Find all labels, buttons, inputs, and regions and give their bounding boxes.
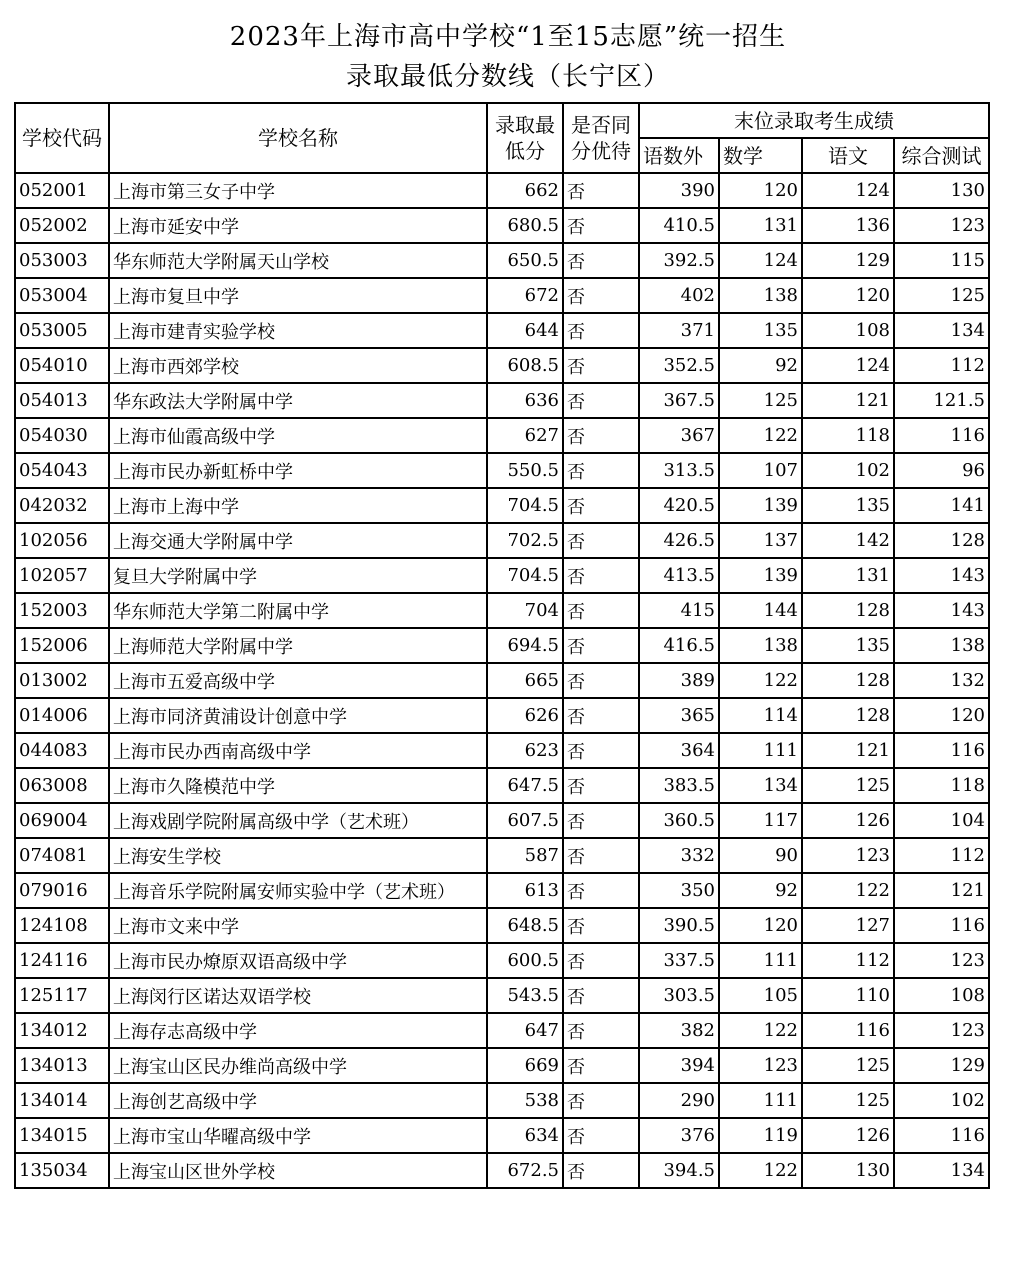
math-score-cell: 144 [719,593,802,628]
table-row [15,733,989,768]
math-score-cell: 125 [719,383,802,418]
header-tie-line1: 是否同 [571,113,631,137]
school-code-cell: 054013 [15,383,109,418]
table-row [15,523,989,558]
school-name-cell: 上海市复旦中学 [109,278,487,313]
min-score-cell: 608.5 [487,348,563,383]
header-school-code: 学校代码 [15,103,109,173]
chinese-score-cell: 135 [802,628,894,663]
min-score-cell: 543.5 [487,978,563,1013]
header-chinese: 语文 [802,138,894,173]
excl-chinese-score-cell: 383.5 [639,768,719,803]
math-score-cell: 124 [719,243,802,278]
school-code-cell: 134013 [15,1048,109,1083]
school-name-cell: 上海市久隆模范中学 [109,768,487,803]
school-code-cell: 124116 [15,943,109,978]
math-score-cell: 90 [719,838,802,873]
min-score-cell: 587 [487,838,563,873]
table-body [15,173,989,1188]
chinese-score-cell: 126 [802,803,894,838]
min-score-cell: 626 [487,698,563,733]
school-name-cell: 上海市民办西南高级中学 [109,733,487,768]
school-name-cell: 上海戏剧学院附属高级中学（艺术班） [109,803,487,838]
math-score-cell: 138 [719,278,802,313]
tie-priority-cell: 否 [563,698,639,733]
table-row [15,943,989,978]
table-row [15,418,989,453]
school-name-cell: 上海市建青实验学校 [109,313,487,348]
min-score-cell: 702.5 [487,523,563,558]
comprehensive-score-cell: 118 [894,768,989,803]
min-score-cell: 694.5 [487,628,563,663]
tie-priority-cell: 否 [563,173,639,208]
table-row [15,313,989,348]
school-code-cell: 054010 [15,348,109,383]
excl-chinese-score-cell: 367 [639,418,719,453]
comprehensive-score-cell: 125 [894,278,989,313]
comprehensive-score-cell: 132 [894,663,989,698]
excl-chinese-score-cell: 364 [639,733,719,768]
excl-chinese-score-cell: 350 [639,873,719,908]
comprehensive-score-cell: 138 [894,628,989,663]
table-row [15,663,989,698]
chinese-score-cell: 121 [802,733,894,768]
chinese-score-cell: 129 [802,243,894,278]
math-score-cell: 122 [719,1153,802,1188]
min-score-cell: 627 [487,418,563,453]
math-score-cell: 138 [719,628,802,663]
math-score-cell: 123 [719,1048,802,1083]
table-row [15,838,989,873]
excl-chinese-score-cell: 394.5 [639,1153,719,1188]
min-score-cell: 672 [487,278,563,313]
comprehensive-score-cell: 116 [894,908,989,943]
score-table [14,102,990,1189]
school-code-cell: 102056 [15,523,109,558]
school-name-cell: 上海存志高级中学 [109,1013,487,1048]
math-score-cell: 120 [719,908,802,943]
chinese-score-cell: 118 [802,418,894,453]
min-score-cell: 644 [487,313,563,348]
comprehensive-score-cell: 134 [894,313,989,348]
school-code-cell: 044083 [15,733,109,768]
math-score-cell: 111 [719,733,802,768]
min-score-cell: 636 [487,383,563,418]
excl-chinese-score-cell: 426.5 [639,523,719,558]
comprehensive-score-cell: 120 [894,698,989,733]
comprehensive-score-cell: 108 [894,978,989,1013]
school-name-cell: 华东师范大学附属天山学校 [109,243,487,278]
comprehensive-score-cell: 143 [894,558,989,593]
min-score-cell: 648.5 [487,908,563,943]
school-name-cell: 上海市仙霞高级中学 [109,418,487,453]
excl-chinese-score-cell: 413.5 [639,558,719,593]
tie-priority-cell: 否 [563,558,639,593]
tie-priority-cell: 否 [563,768,639,803]
tie-priority-cell: 否 [563,1013,639,1048]
school-code-cell: 053005 [15,313,109,348]
chinese-score-cell: 120 [802,278,894,313]
header-min-score-line2: 低分 [505,139,545,163]
school-code-cell: 013002 [15,663,109,698]
math-score-cell: 139 [719,558,802,593]
min-score-cell: 634 [487,1118,563,1153]
table-row [15,803,989,838]
tie-priority-cell: 否 [563,733,639,768]
min-score-cell: 704.5 [487,488,563,523]
document-title-line2: 录取最低分数线（长宁区） [345,62,670,92]
math-score-cell: 92 [719,348,802,383]
header-tie-line2: 分优待 [571,139,631,163]
comprehensive-score-cell: 116 [894,418,989,453]
school-name-cell: 上海创艺高级中学 [109,1083,487,1118]
school-name-cell: 上海音乐学院附属安师实验中学（艺术班） [109,873,487,908]
tie-priority-cell: 否 [563,278,639,313]
table-row [15,1083,989,1118]
math-score-cell: 114 [719,698,802,733]
excl-chinese-score-cell: 360.5 [639,803,719,838]
table-row [15,593,989,628]
excl-chinese-score-cell: 313.5 [639,453,719,488]
excl-chinese-score-cell: 420.5 [639,488,719,523]
math-score-cell: 107 [719,453,802,488]
table-row [15,1118,989,1153]
table-row [15,208,989,243]
header-school-name: 学校名称 [109,103,487,173]
min-score-cell: 672.5 [487,1153,563,1188]
table-row [15,908,989,943]
min-score-cell: 623 [487,733,563,768]
table-row [15,768,989,803]
chinese-score-cell: 128 [802,663,894,698]
comprehensive-score-cell: 96 [894,453,989,488]
tie-priority-cell: 否 [563,1083,639,1118]
school-name-cell: 上海安生学校 [109,838,487,873]
excl-chinese-score-cell: 382 [639,1013,719,1048]
min-score-cell: 669 [487,1048,563,1083]
tie-priority-cell: 否 [563,838,639,873]
tie-priority-cell: 否 [563,453,639,488]
header-min-score [487,103,563,173]
excl-chinese-score-cell: 389 [639,663,719,698]
chinese-score-cell: 125 [802,768,894,803]
school-name-cell: 上海市宝山华曜高级中学 [109,1118,487,1153]
school-code-cell: 054043 [15,453,109,488]
min-score-cell: 665 [487,663,563,698]
math-score-cell: 122 [719,418,802,453]
school-name-cell: 上海市民办新虹桥中学 [109,453,487,488]
chinese-score-cell: 110 [802,978,894,1013]
school-name-cell: 上海市上海中学 [109,488,487,523]
table-row [15,1048,989,1083]
chinese-score-cell: 136 [802,208,894,243]
chinese-score-cell: 124 [802,348,894,383]
min-score-cell: 647.5 [487,768,563,803]
header-last-admitted-group: 末位录取考生成绩 [639,103,989,138]
tie-priority-cell: 否 [563,908,639,943]
min-score-cell: 680.5 [487,208,563,243]
min-score-cell: 704 [487,593,563,628]
school-name-cell: 华东师范大学第二附属中学 [109,593,487,628]
excl-chinese-score-cell: 352.5 [639,348,719,383]
math-score-cell: 135 [719,313,802,348]
comprehensive-score-cell: 143 [894,593,989,628]
table-row [15,978,989,1013]
header-excl-chinese: 语数外 [639,138,719,173]
school-code-cell: 124108 [15,908,109,943]
chinese-score-cell: 108 [802,313,894,348]
excl-chinese-score-cell: 337.5 [639,943,719,978]
comprehensive-score-cell: 115 [894,243,989,278]
school-code-cell: 134014 [15,1083,109,1118]
school-code-cell: 152003 [15,593,109,628]
document-title-line1: 2023年上海市高中学校“1至15志愿”统一招生 [229,22,787,52]
tie-priority-cell: 否 [563,313,639,348]
tie-priority-cell: 否 [563,1118,639,1153]
comprehensive-score-cell: 121 [894,873,989,908]
chinese-score-cell: 102 [802,453,894,488]
school-code-cell: 135034 [15,1153,109,1188]
chinese-score-cell: 135 [802,488,894,523]
table-row [15,453,989,488]
header-math: 数学 [719,138,802,173]
tie-priority-cell: 否 [563,943,639,978]
school-name-cell: 上海市文来中学 [109,908,487,943]
tie-priority-cell: 否 [563,803,639,838]
tie-priority-cell: 否 [563,208,639,243]
school-code-cell: 014006 [15,698,109,733]
excl-chinese-score-cell: 402 [639,278,719,313]
school-code-cell: 069004 [15,803,109,838]
min-score-cell: 647 [487,1013,563,1048]
tie-priority-cell: 否 [563,348,639,383]
chinese-score-cell: 130 [802,1153,894,1188]
school-code-cell: 042032 [15,488,109,523]
math-score-cell: 111 [719,943,802,978]
math-score-cell: 111 [719,1083,802,1118]
table-row [15,1013,989,1048]
tie-priority-cell: 否 [563,593,639,628]
excl-chinese-score-cell: 390 [639,173,719,208]
tie-priority-cell: 否 [563,663,639,698]
excl-chinese-score-cell: 390.5 [639,908,719,943]
excl-chinese-score-cell: 367.5 [639,383,719,418]
chinese-score-cell: 112 [802,943,894,978]
school-name-cell: 上海交通大学附属中学 [109,523,487,558]
tie-priority-cell: 否 [563,383,639,418]
school-name-cell: 上海宝山区民办维尚高级中学 [109,1048,487,1083]
tie-priority-cell: 否 [563,243,639,278]
min-score-cell: 650.5 [487,243,563,278]
school-code-cell: 134012 [15,1013,109,1048]
school-code-cell: 079016 [15,873,109,908]
table-row [15,173,989,208]
tie-priority-cell: 否 [563,628,639,663]
tie-priority-cell: 否 [563,978,639,1013]
math-score-cell: 134 [719,768,802,803]
school-code-cell: 052002 [15,208,109,243]
math-score-cell: 120 [719,173,802,208]
school-code-cell: 134015 [15,1118,109,1153]
comprehensive-score-cell: 128 [894,523,989,558]
school-code-cell: 053004 [15,278,109,313]
table-row [15,698,989,733]
chinese-score-cell: 128 [802,698,894,733]
excl-chinese-score-cell: 365 [639,698,719,733]
chinese-score-cell: 131 [802,558,894,593]
excl-chinese-score-cell: 303.5 [639,978,719,1013]
tie-priority-cell: 否 [563,1048,639,1083]
comprehensive-score-cell: 141 [894,488,989,523]
school-code-cell: 102057 [15,558,109,593]
school-name-cell: 上海市五爱高级中学 [109,663,487,698]
comprehensive-score-cell: 121.5 [894,383,989,418]
school-name-cell: 上海市西郊学校 [109,348,487,383]
chinese-score-cell: 122 [802,873,894,908]
comprehensive-score-cell: 123 [894,1013,989,1048]
excl-chinese-score-cell: 376 [639,1118,719,1153]
school-name-cell: 上海师范大学附属中学 [109,628,487,663]
excl-chinese-score-cell: 394 [639,1048,719,1083]
table-row [15,383,989,418]
school-name-cell: 上海市民办燎原双语高级中学 [109,943,487,978]
math-score-cell: 137 [719,523,802,558]
chinese-score-cell: 127 [802,908,894,943]
chinese-score-cell: 128 [802,593,894,628]
chinese-score-cell: 123 [802,838,894,873]
header-comprehensive: 综合测试 [894,138,989,173]
comprehensive-score-cell: 129 [894,1048,989,1083]
excl-chinese-score-cell: 371 [639,313,719,348]
table-row [15,488,989,523]
tie-priority-cell: 否 [563,418,639,453]
min-score-cell: 607.5 [487,803,563,838]
table-row [15,873,989,908]
math-score-cell: 131 [719,208,802,243]
school-code-cell: 053003 [15,243,109,278]
chinese-score-cell: 116 [802,1013,894,1048]
table-row [15,558,989,593]
school-code-cell: 054030 [15,418,109,453]
comprehensive-score-cell: 116 [894,733,989,768]
chinese-score-cell: 126 [802,1118,894,1153]
comprehensive-score-cell: 134 [894,1153,989,1188]
comprehensive-score-cell: 116 [894,1118,989,1153]
math-score-cell: 105 [719,978,802,1013]
min-score-cell: 704.5 [487,558,563,593]
school-name-cell: 复旦大学附属中学 [109,558,487,593]
table-row [15,348,989,383]
chinese-score-cell: 125 [802,1083,894,1118]
header-min-score-line1: 录取最 [495,113,555,137]
school-name-cell: 上海市第三女子中学 [109,173,487,208]
chinese-score-cell: 121 [802,383,894,418]
tie-priority-cell: 否 [563,1153,639,1188]
table-row [15,628,989,663]
school-code-cell: 074081 [15,838,109,873]
math-score-cell: 92 [719,873,802,908]
school-name-cell: 上海市同济黄浦设计创意中学 [109,698,487,733]
school-code-cell: 152006 [15,628,109,663]
tie-priority-cell: 否 [563,488,639,523]
comprehensive-score-cell: 123 [894,208,989,243]
excl-chinese-score-cell: 415 [639,593,719,628]
min-score-cell: 600.5 [487,943,563,978]
math-score-cell: 117 [719,803,802,838]
math-score-cell: 119 [719,1118,802,1153]
min-score-cell: 538 [487,1083,563,1118]
tie-priority-cell: 否 [563,873,639,908]
school-name-cell: 上海市延安中学 [109,208,487,243]
comprehensive-score-cell: 130 [894,173,989,208]
min-score-cell: 550.5 [487,453,563,488]
school-name-cell: 上海闵行区诺达双语学校 [109,978,487,1013]
chinese-score-cell: 142 [802,523,894,558]
math-score-cell: 122 [719,1013,802,1048]
math-score-cell: 122 [719,663,802,698]
excl-chinese-score-cell: 290 [639,1083,719,1118]
excl-chinese-score-cell: 332 [639,838,719,873]
header-tie-priority [563,103,639,173]
table-row [15,278,989,313]
school-name-cell: 上海宝山区世外学校 [109,1153,487,1188]
tie-priority-cell: 否 [563,523,639,558]
table-row [15,243,989,278]
table-row [15,1153,989,1188]
chinese-score-cell: 124 [802,173,894,208]
excl-chinese-score-cell: 392.5 [639,243,719,278]
chinese-score-cell: 125 [802,1048,894,1083]
comprehensive-score-cell: 112 [894,838,989,873]
comprehensive-score-cell: 123 [894,943,989,978]
excl-chinese-score-cell: 410.5 [639,208,719,243]
comprehensive-score-cell: 104 [894,803,989,838]
school-name-cell: 华东政法大学附属中学 [109,383,487,418]
school-code-cell: 063008 [15,768,109,803]
math-score-cell: 139 [719,488,802,523]
school-code-cell: 125117 [15,978,109,1013]
school-code-cell: 052001 [15,173,109,208]
comprehensive-score-cell: 112 [894,348,989,383]
excl-chinese-score-cell: 416.5 [639,628,719,663]
min-score-cell: 613 [487,873,563,908]
comprehensive-score-cell: 102 [894,1083,989,1118]
min-score-cell: 662 [487,173,563,208]
